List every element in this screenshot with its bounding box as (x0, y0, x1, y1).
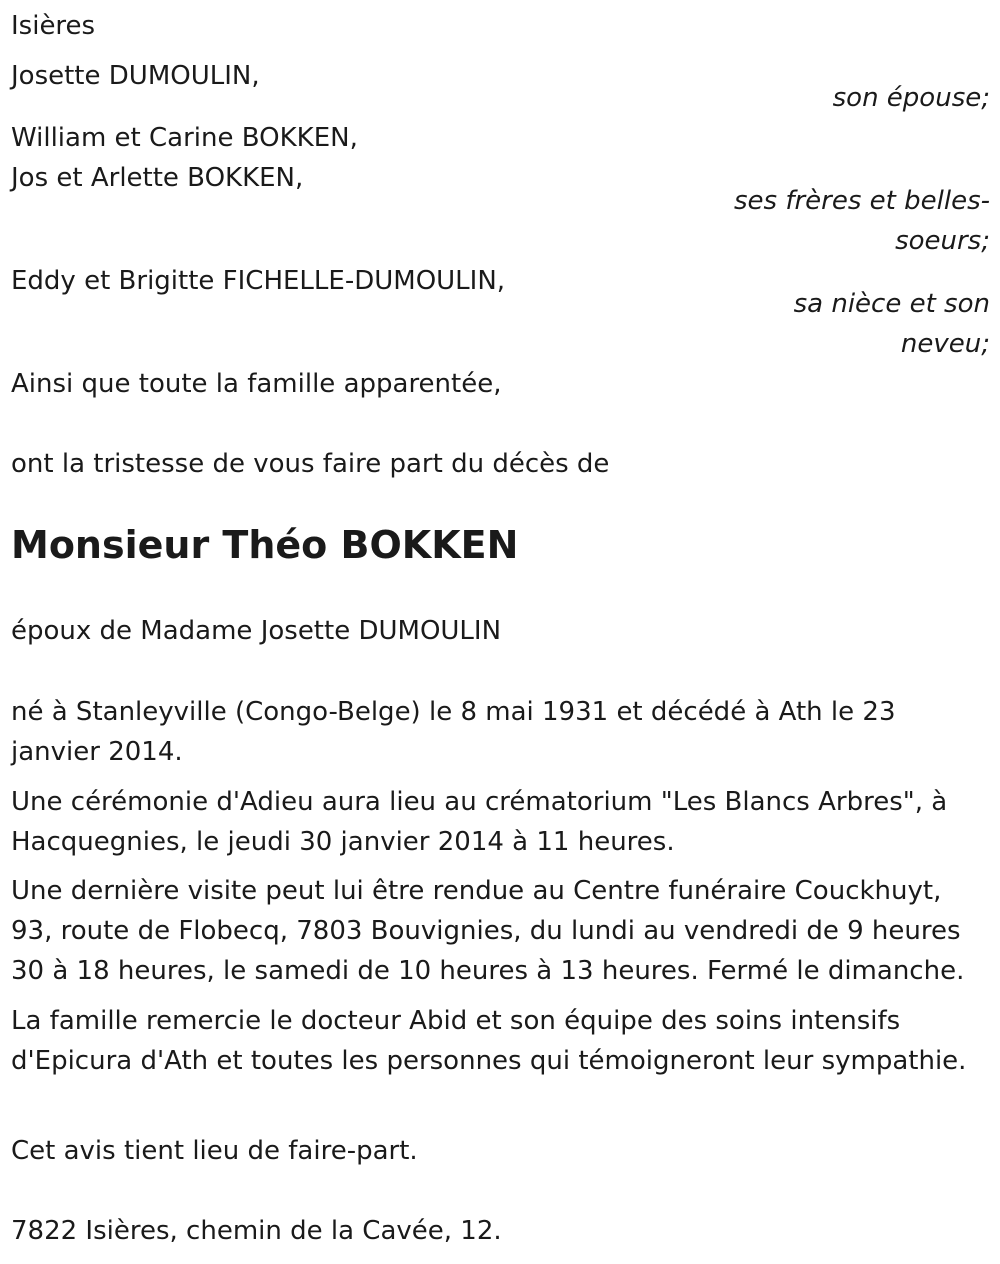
family-name-niece-nephew: Eddy et Brigitte FICHELLE-DUMOULIN, (11, 266, 506, 296)
address: 7822 Isières, chemin de la Cavée, 12. (11, 1216, 502, 1246)
family-name-sibling-1: William et Carine BOKKEN, (11, 123, 358, 153)
ceremony-paragraph: Une cérémonie d'Adieu aura lieu au crématorium "Les Blancs Arbres", à Hacquegnies, le jeudi 30 janvier 2014 à 11 heures. (11, 787, 948, 857)
header-place: Isières (11, 11, 96, 41)
relation-siblings-line2: soeurs; (895, 226, 990, 256)
relation-niece-nephew-line2: neveu; (900, 329, 990, 359)
family-name-sibling-2: Jos et Arlette BOKKEN, (11, 163, 304, 193)
announcement: ont la tristesse de vous faire part du décès de (11, 449, 610, 479)
relation-niece-nephew-line1: sa nièce et son (793, 289, 990, 319)
birth-death-paragraph: né à Stanleyville (Congo-Belge) le 8 mai 1931 et décédé à Ath le 23 janvier 2014. (11, 697, 896, 767)
relation-siblings-line1: ses frères et belles- (733, 186, 990, 216)
visit-paragraph: Une dernière visite peut lui être rendue au Centre funéraire Couckhuyt, 93, route de Flobecq, 7803 Bouvignies, du lundi au vendredi de 9 heures 30 à 18 heures, le samedi de 10 heures à 13 heures. Fermé le dimanche. (11, 876, 965, 986)
thanks-paragraph: La famille remercie le docteur Abid et son équipe des soins intensifs d'Epicura d'Ath et toutes les personnes qui témoigneront leur sympathie. (11, 1006, 967, 1076)
spouse-line: époux de Madame Josette DUMOULIN (11, 616, 502, 646)
extended-family: Ainsi que toute la famille apparentée, (11, 369, 502, 399)
family-name-spouse: Josette DUMOULIN, (11, 61, 260, 91)
notice-paragraph: Cet avis tient lieu de faire-part. (11, 1136, 418, 1166)
deceased-name: Monsieur Théo BOKKEN (11, 523, 519, 567)
relation-spouse: son épouse; (832, 83, 990, 113)
